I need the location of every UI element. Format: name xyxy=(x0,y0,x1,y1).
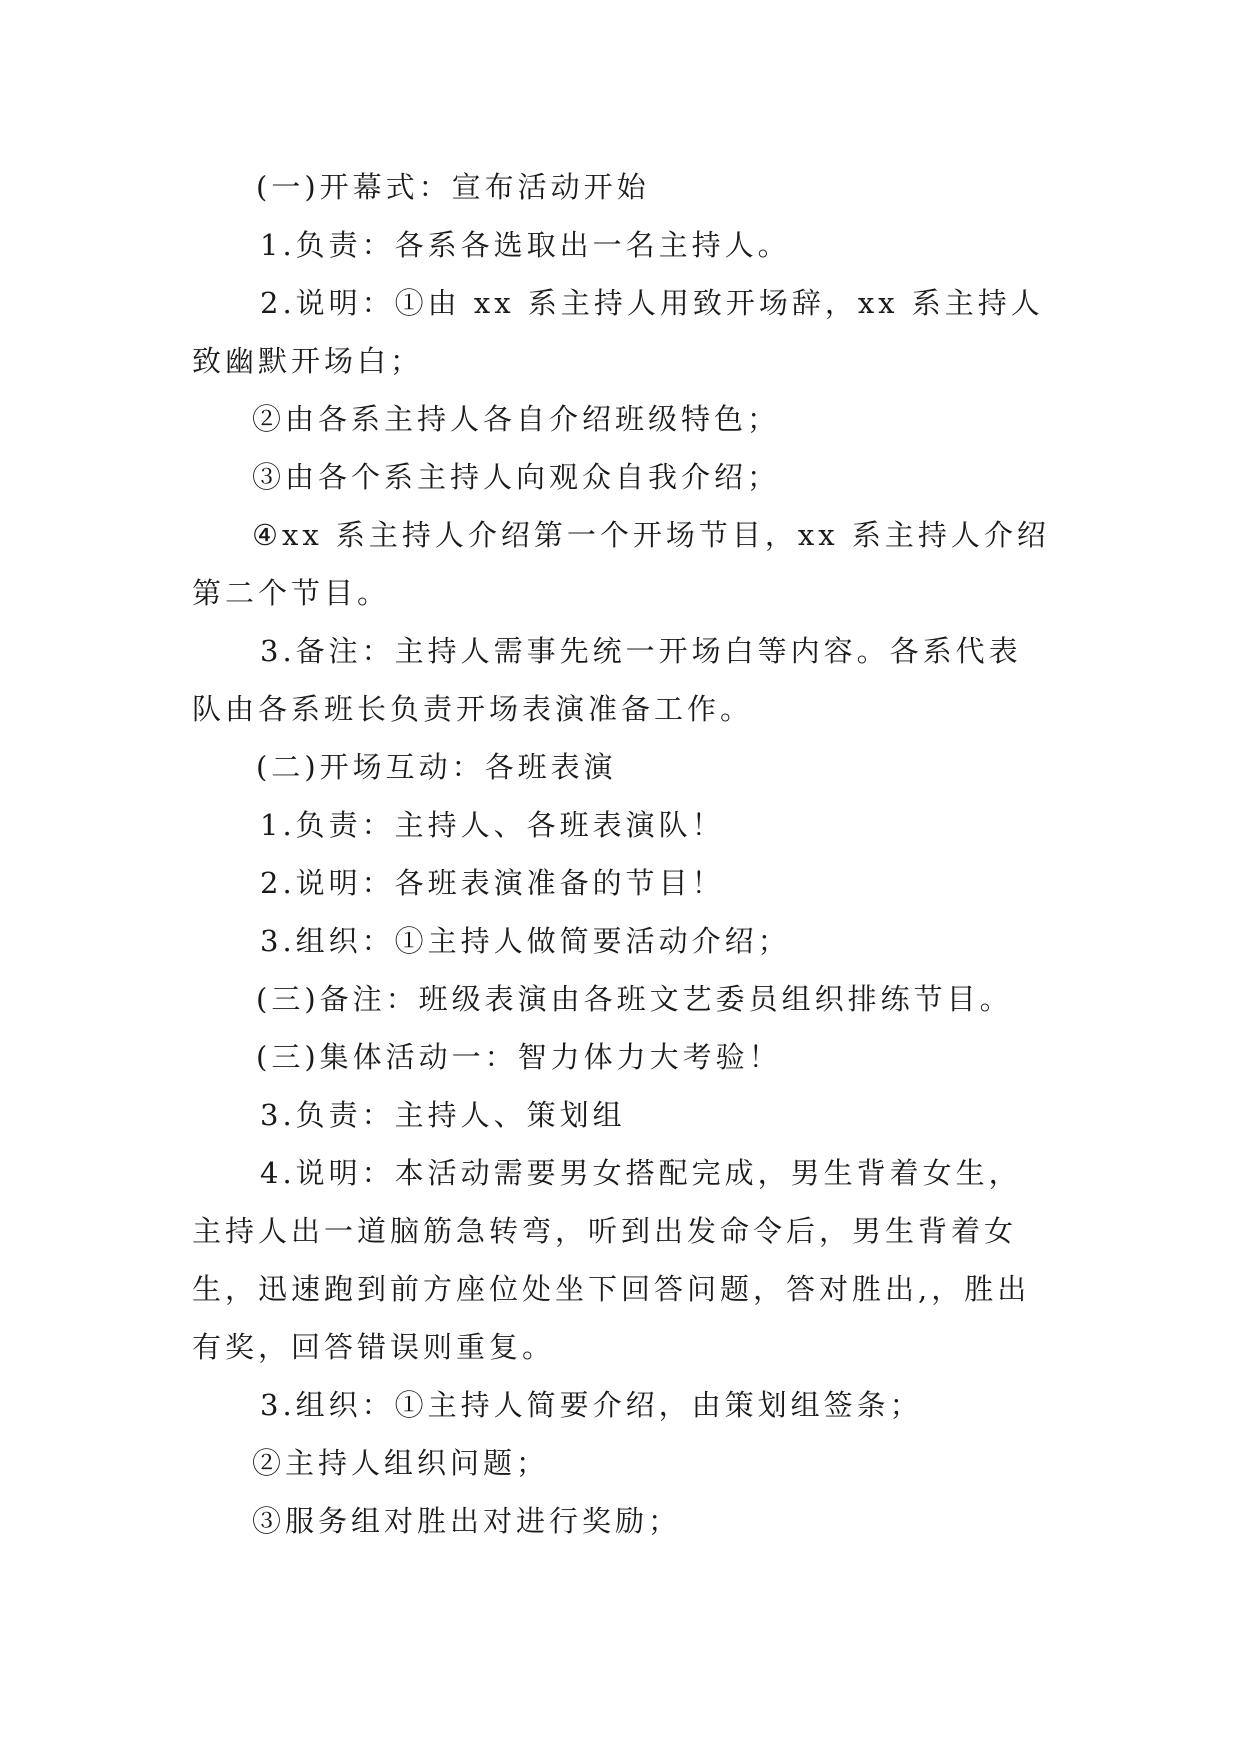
paragraph-item: 3.负责：主持人、策划组 xyxy=(260,1098,626,1132)
paragraph-subitem: ③由各个系主持人向观众自我介绍； xyxy=(252,460,781,494)
paragraph-item: 2.说明：各班表演准备的节目！ xyxy=(260,866,725,900)
paragraph-item: 3.备注：主持人需事先统一开场白等内容。各系代表队由各系班长负责开场表演准备工作。 xyxy=(192,634,1022,726)
paragraph-item: 1.负责：各系各选取出一名主持人。 xyxy=(260,228,791,262)
paragraph-subitem: ②主持人组织问题； xyxy=(252,1446,550,1480)
section-heading-interaction: (二)开场互动：各班表演 xyxy=(256,750,617,784)
paragraph-subitem: ④xx 系主持人介绍第一个开场节目，xx 系主持人介绍第二个节目。 xyxy=(192,518,1050,610)
document-body xyxy=(192,158,1054,1550)
paragraph-item: 3.组织：①主持人做简要活动介绍； xyxy=(260,924,791,958)
paragraph-item: 2.说明：①由 xx 系主持人用致开场辞，xx 系主持人致幽默开场白； xyxy=(192,286,1044,378)
paragraph-item: 3.组织：①主持人简要介绍，由策划组签条； xyxy=(260,1388,923,1422)
paragraph-subitem: ②由各系主持人各自介绍班级特色； xyxy=(252,402,781,436)
section-heading-remark: (三)备注：班级表演由各班文艺委员组织排练节目。 xyxy=(256,982,1013,1016)
section-heading-opening: (一)开幕式：宣布活动开始 xyxy=(256,170,650,204)
paragraph-item: 4.说明：本活动需要男女搭配完成，男生背着女生，主持人出一道脑筋急转弯，听到出发命令后，男生背着女生，迅速跑到前方座位处坐下回答问题，答对胜出,，胜出有奖，回答错误则重复。 xyxy=(192,1156,1031,1364)
paragraph-subitem: ③服务组对胜出对进行奖励； xyxy=(252,1504,682,1538)
paragraph-item: 1.负责：主持人、各班表演队！ xyxy=(260,808,725,842)
section-heading-group-activity: (三)集体活动一：智力体力大考验！ xyxy=(256,1040,782,1074)
